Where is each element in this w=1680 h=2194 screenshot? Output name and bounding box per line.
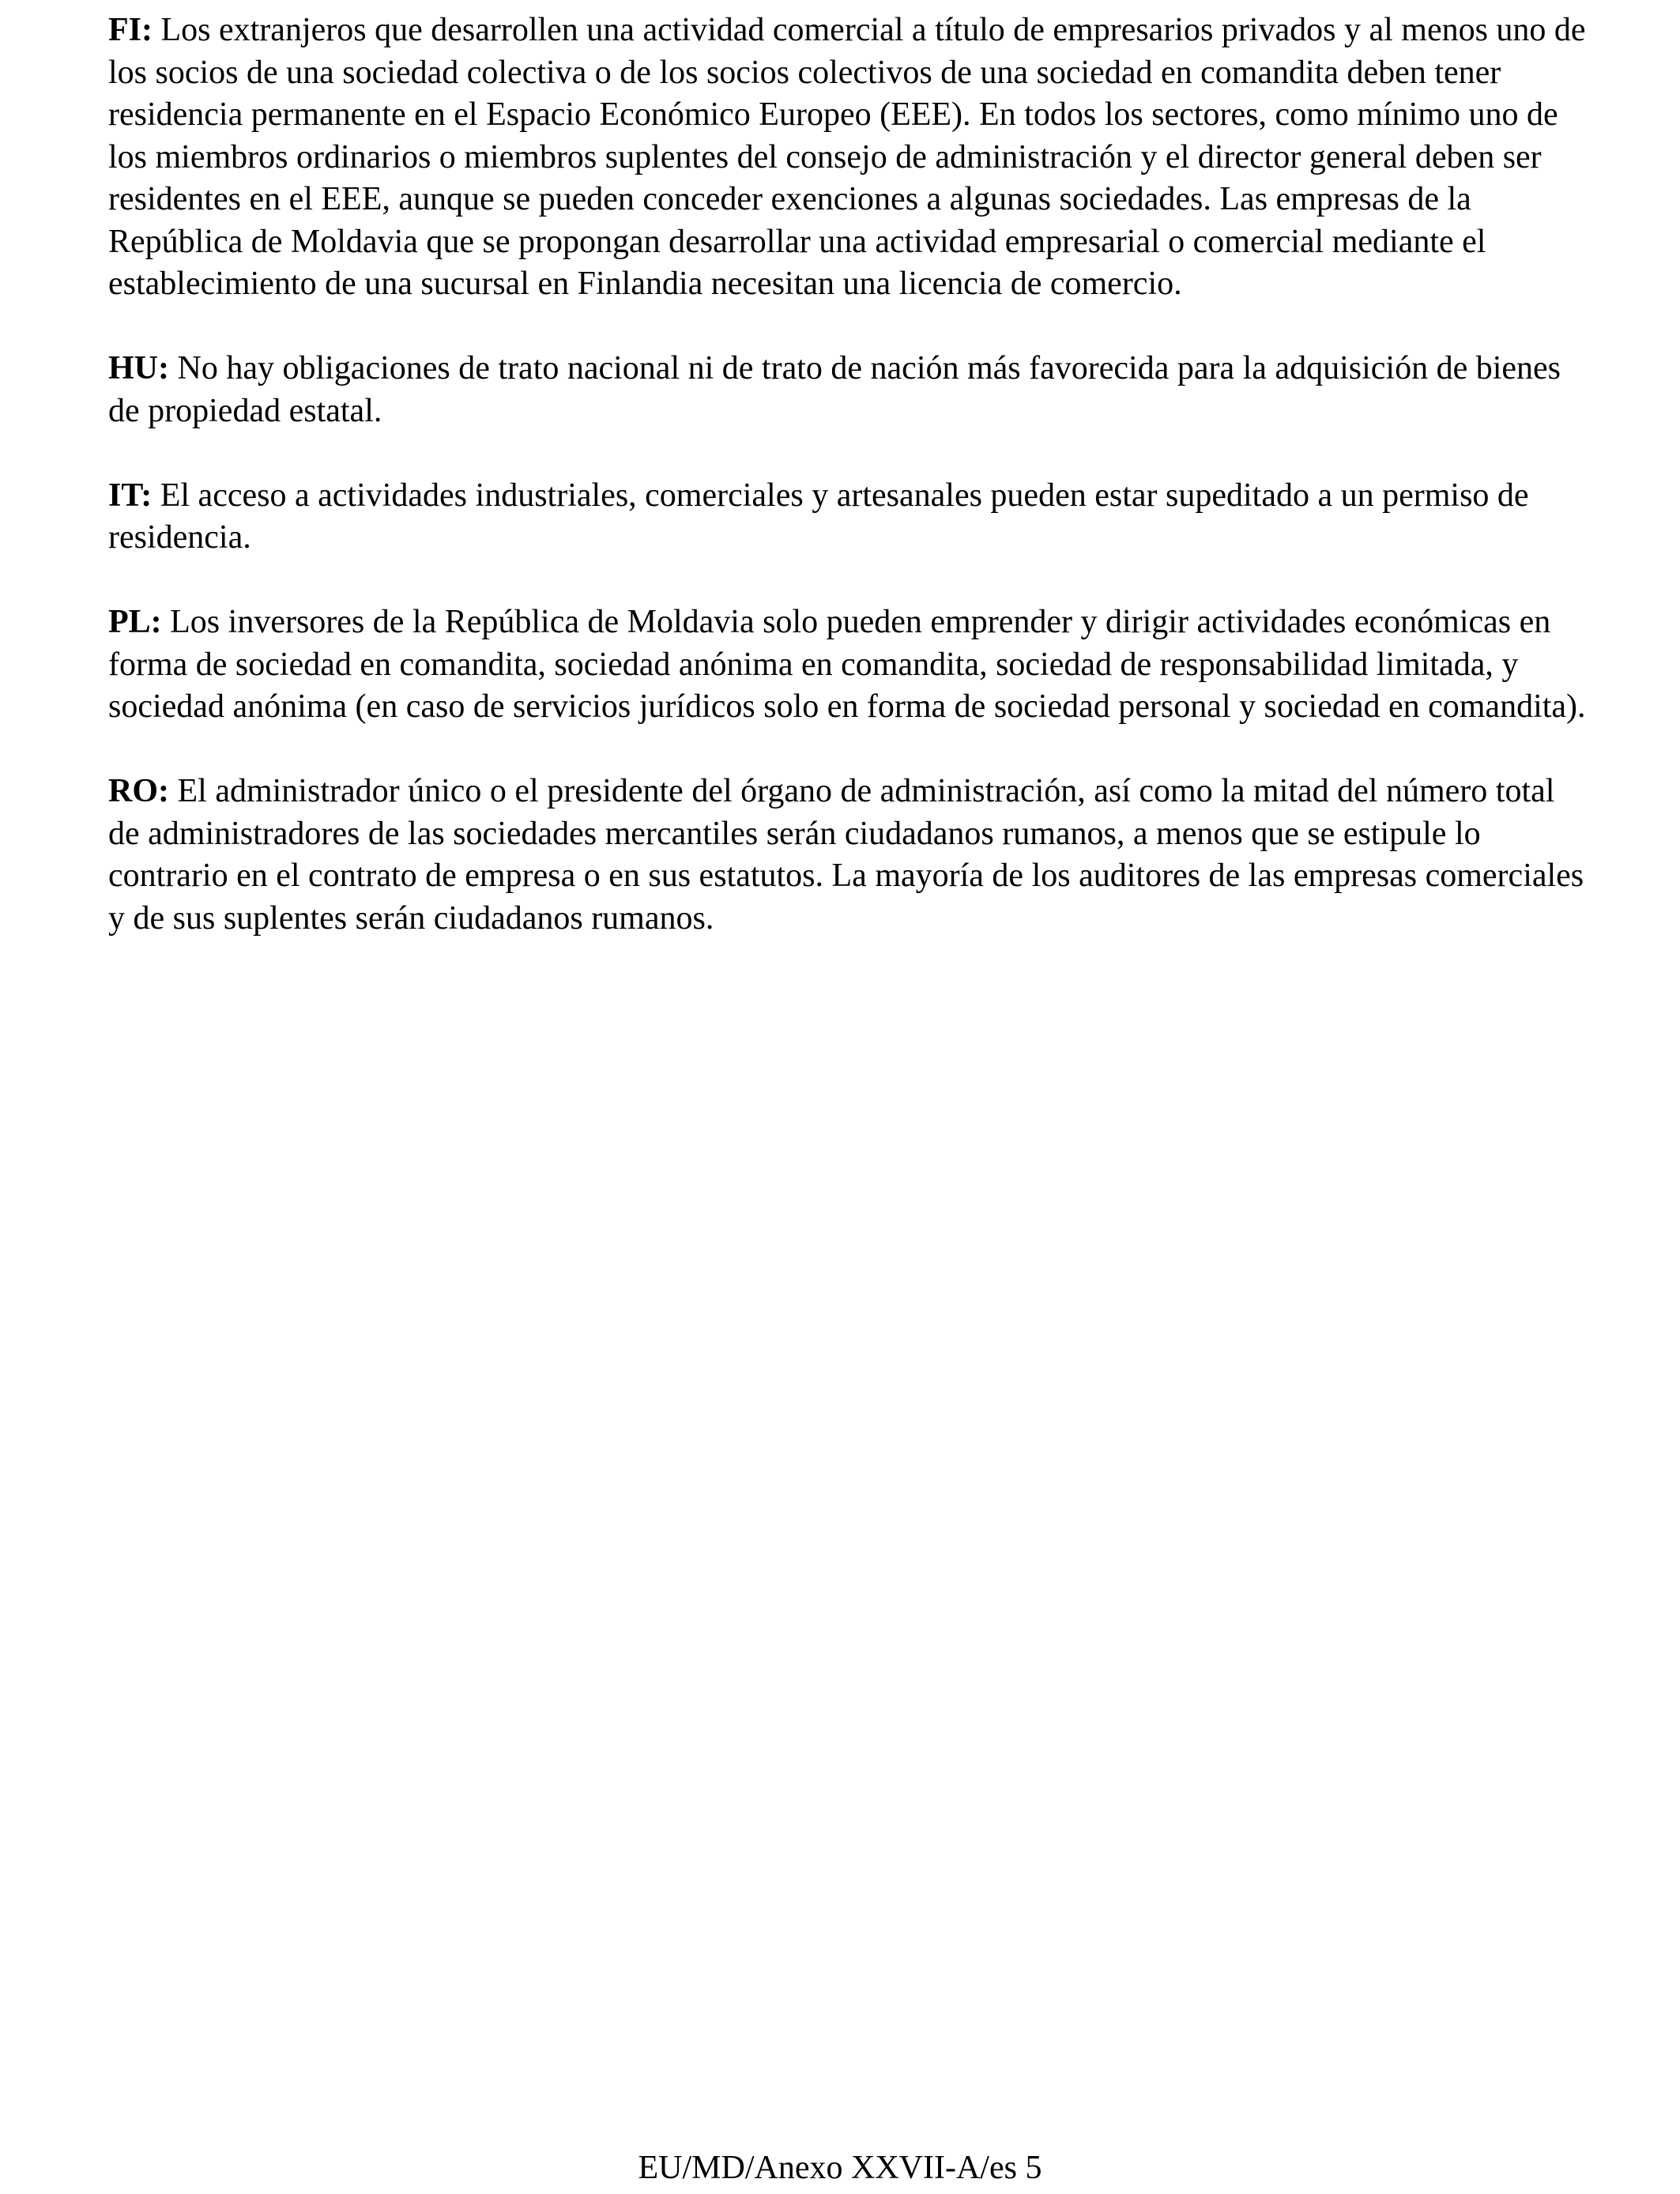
page-footer: EU/MD/Anexo XXVII-A/es 5 [638, 2150, 1042, 2186]
entry-text: No hay obligaciones de trato nacional ni de trato de nación más favorecida para la adquisición de bienes de propiedad estatal. [108, 350, 1561, 429]
country-code: PL: [108, 604, 162, 640]
document-body [108, 9, 1594, 982]
entry-text: El acceso a actividades industriales, comerciales y artesanales pueden estar supeditado a un permiso de residencia. [108, 477, 1529, 556]
entry-fi [108, 9, 1594, 306]
entry-text: El administrador único o el presidente del órgano de administración, así como la mitad del número total de administradores de las sociedades mercantiles serán ciudadanos rumanos, a menos que se estipule lo contrario en el contrato de empresa o en sus estatutos. La mayoría de los auditores de las empresas comerciales y de sus suplentes serán ciudadanos rumanos. [108, 773, 1584, 937]
entry-text: Los extranjeros que desarrollen una actividad comercial a título de empresarios privados y al menos uno de los socios de una sociedad colectiva o de los socios colectivos de una sociedad en comandita deben tener residencia permanente en el Espacio Económico Europeo (EEE). En todos los sectores, como mínimo uno de los miembros ordinarios o miembros suplentes del consejo de administración y el director general deben ser residentes en el EEE, aunque se pueden conceder exenciones a algunas sociedades. Las empresas de la República de Moldavia que se propongan desarrollar una actividad empresarial o comercial mediante el establecimiento de una sucursal en Finlandia necesitan una licencia de comercio. [108, 12, 1586, 302]
entry-pl [108, 601, 1594, 729]
entry-ro [108, 771, 1594, 940]
country-code: RO: [108, 773, 169, 809]
entry-text: Los inversores de la República de Moldavia solo pueden emprender y dirigir actividades económicas en forma de sociedad en comandita, sociedad anónima en comandita, sociedad de responsabilidad limitada, y sociedad anónima (en caso de servicios jurídicos solo en forma de sociedad personal y sociedad en comandita). [108, 604, 1586, 725]
country-code: IT: [108, 477, 153, 514]
country-code: HU: [108, 350, 169, 386]
entry-hu [108, 348, 1594, 432]
entry-it [108, 475, 1594, 560]
country-code: FI: [108, 12, 153, 48]
